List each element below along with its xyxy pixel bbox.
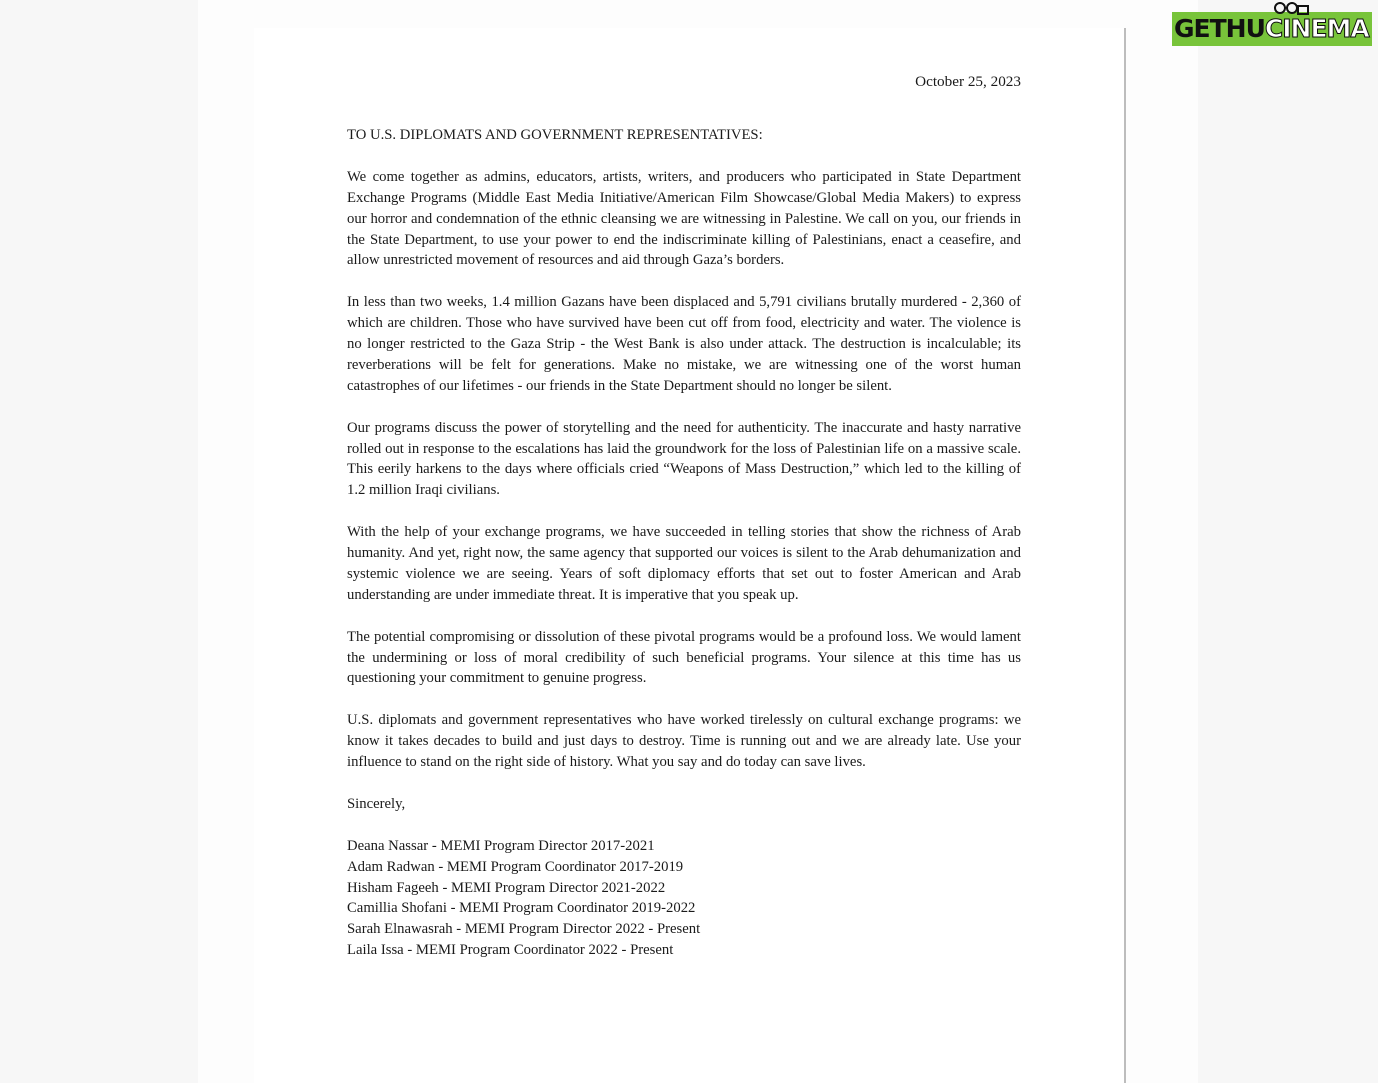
watermark-text-cinema: CINEMA (1264, 14, 1369, 43)
signatory: Sarah Elnawasrah - MEMI Program Director 2022 - Present (347, 921, 701, 938)
signatory: Camillia Shofani - MEMI Program Coordinator 2019-2022 (347, 900, 696, 917)
watermark-text-gethu: GETHU (1174, 14, 1265, 43)
signatory: Deana Nassar - MEMI Program Director 2017-2021 (347, 837, 655, 854)
letter-paragraph: Our programs discuss the power of storytelling and the need for authenticity. The inaccurate and hasty narrative rolled out in response to the escalations has laid the groundwork for the loss of Palestinian life on a massive scale. This eerily harkens to the days where officials cried “Weapons of Mass Destruction,” which led to the killing of 1.2 million Iraqi civilians. (347, 419, 1021, 499)
letter-body (347, 125, 1021, 961)
letter-paragraph: We come together as admins, educators, artists, writers, and producers who participated in State Department Exchange Programs (Middle East Media Initiative/American Film Showcase/Global Media Makers) to express our horror and condemnation of the ethnic cleansing we are witnessing in Palestine. We call on you, our friends in the State Department, to use your power to end the indiscriminate killing of Palestinians, enact a ceasefire, and allow unrestricted movement of resources and aid through Gaza’s borders. (347, 168, 1021, 269)
page-edge-shadow (1124, 28, 1126, 1083)
signatory: Laila Issa - MEMI Program Coordinator 2022 - Present (347, 942, 674, 959)
letter-date: October 25, 2023 (915, 73, 1021, 90)
letter-paragraph: U.S. diplomats and government representatives who have worked tirelessly on cultural exchange programs: we know it takes decades to build and just days to destroy. Time is running out and we are already late. Use your influence to stand on the right side of history. What you say and do today can save lives. (347, 712, 1021, 771)
letter-salutation: TO U.S. DIPLOMATS AND GOVERNMENT REPRESENTATIVES: (347, 127, 763, 143)
watermark-text (1174, 14, 1369, 44)
letter-paragraph: In less than two weeks, 1.4 million Gazans have been displaced and 5,791 civilians brutally murdered - 2,360 of which are children. Those who have survived have been cut off from food, electricity and water. The violence is no longer restricted to the Gaza Strip - the West Bank is also under attack. The destruction is incalculable; its reverberations will be felt for generations. Make no mistake, we are witnessing one of the worst human catastrophes of our lifetimes - our friends in the State Department should no longer be silent. (347, 294, 1021, 394)
watermark-logo (1172, 4, 1378, 54)
letter-closing: Sincerely, (347, 795, 406, 812)
signatory: Adam Radwan - MEMI Program Coordinator 2017-2019 (347, 858, 684, 875)
letter-paragraph: With the help of your exchange programs, we have succeeded in telling stories that show the richness of Arab humanity. And yet, right now, the same agency that supported our voices is silent to the Arab dehumanization and systemic violence we are seeing. Years of soft diplomacy efforts that set out to foster American and Arab understanding are under immediate threat. It is imperative that you speak up. (347, 524, 1021, 603)
letter-paragraph: The potential compromising or dissolution of these pivotal programs would be a profound loss. We would lament the undermining or loss of moral credibility of such beneficial programs. Your silence at this time has us questioning your commitment to genuine progress. (347, 628, 1021, 687)
signatory-list (347, 836, 1021, 961)
signatory: Hisham Fageeh - MEMI Program Director 2021-2022 (347, 879, 666, 896)
